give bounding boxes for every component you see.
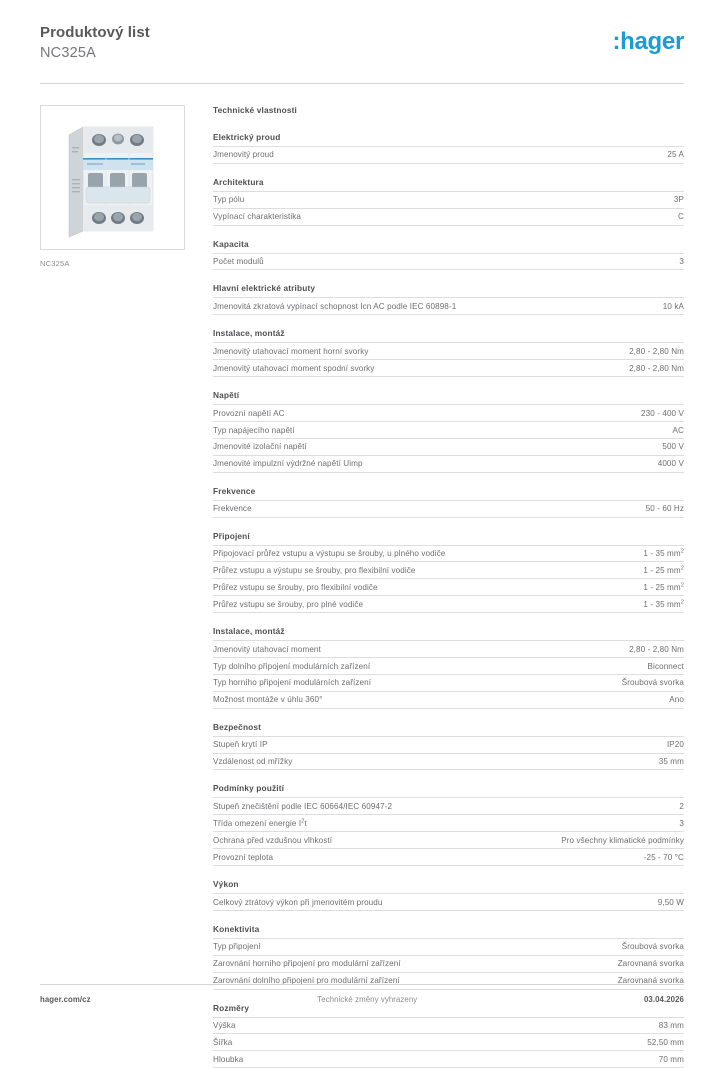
spec-row-value: IP20 xyxy=(666,740,684,750)
spec-row-value: Šroubová svorka xyxy=(621,942,684,952)
hager-logo: :hager xyxy=(612,28,684,55)
spec-row-label: Průřez vstupu se šrouby, pro flexibilní vodiče xyxy=(213,582,378,592)
title-block xyxy=(40,24,150,62)
spec-row-label: Typ napájecího napětí xyxy=(213,425,295,435)
spec-row-value: 1 - 25 $mm^2$ xyxy=(643,565,684,575)
spec-row-label: Typ horního připojení modulárních zařízení xyxy=(213,678,372,688)
spec-row-label: Stupeň krytí IP xyxy=(213,740,268,750)
spec-group xyxy=(213,879,684,911)
spec-row xyxy=(213,1050,684,1068)
spec-row xyxy=(213,191,684,208)
spec-row-label: Jmenovitý proud xyxy=(213,150,274,160)
spec-row-label: Výška xyxy=(213,1021,236,1031)
spec-row-label: Průřez vstupu se šrouby, pro plné vodiče xyxy=(213,599,364,609)
spec-row-value: 1 - 25 $mm^2$ xyxy=(643,582,684,592)
product-image-caption: NC325A xyxy=(40,258,70,268)
spec-row xyxy=(213,545,684,562)
spec-row-value: C xyxy=(678,212,684,222)
spec-group xyxy=(213,177,684,226)
spec-row xyxy=(213,253,684,271)
spec-row xyxy=(213,500,684,518)
spec-row-label: Hloubka xyxy=(213,1054,244,1064)
spec-row-label: Zarovnání horního připojení pro modulární zařízení xyxy=(213,959,401,969)
spec-group-title: Frekvence xyxy=(213,485,256,496)
spec-group-title: Napětí xyxy=(213,390,240,401)
spec-row-value: 3 xyxy=(679,818,684,828)
spec-row-value: AC xyxy=(672,425,684,435)
spec-row xyxy=(213,146,684,164)
spec-group xyxy=(213,132,684,164)
spec-group xyxy=(213,531,684,614)
spec-row-value: Šroubová svorka xyxy=(621,678,684,688)
spec-row-label: Jmenovitý utahovací moment spodní svorky xyxy=(213,363,375,373)
spec-row-value: Biconnect xyxy=(647,661,684,671)
spec-row xyxy=(213,595,684,613)
spec-row-value: 230 - 400 V xyxy=(641,408,684,418)
spec-row-value: Zarovnaná svorka xyxy=(617,959,684,969)
spec-row-value: 2,80 - 2,80 Nm xyxy=(629,644,684,654)
spec-row-value: -25 - 70 °C xyxy=(643,852,684,862)
spec-row xyxy=(213,831,684,848)
spec-row xyxy=(213,753,684,771)
spec-row-value: Zarovnaná svorka xyxy=(617,976,684,986)
specifications-table xyxy=(213,132,684,1068)
spec-row xyxy=(213,938,684,955)
spec-group-title: Bezpečnost xyxy=(213,721,262,732)
page-title: Produktový list xyxy=(40,24,150,41)
spec-row-label: Jmenovitý utahovací moment horní svorky xyxy=(213,346,369,356)
product-image-column xyxy=(40,105,187,268)
spec-row-value: 9,50 W xyxy=(657,897,684,907)
spec-row-value: 3 xyxy=(679,257,684,267)
spec-row xyxy=(213,657,684,674)
spec-row-value: 10 kA xyxy=(662,301,684,311)
spec-row-value: 1 - 35 $mm^2$ xyxy=(643,599,684,609)
spec-group-title: Hlavní elektrické atributy xyxy=(213,283,316,294)
product-image-frame xyxy=(40,105,185,250)
spec-row-label: Třída omezení energie $I^2t$ xyxy=(213,818,307,828)
spec-group xyxy=(213,783,684,866)
spec-row xyxy=(213,578,684,595)
spec-row-value: 25 A xyxy=(667,150,684,160)
spec-row xyxy=(213,955,684,972)
spec-row-label: Celkový ztrátový výkon při jmenovitém proudu xyxy=(213,897,383,907)
spec-row xyxy=(213,404,684,421)
spec-row-label: Typ dolního připojení modulárních zařízení xyxy=(213,661,371,671)
header-divider xyxy=(40,83,684,84)
spec-group-title: Elektrický proud xyxy=(213,131,281,142)
spec-row-label: Jmenovitá zkratová vypínací schopnost Icn AC podle IEC 60898-1 xyxy=(213,301,457,311)
spec-row xyxy=(213,674,684,691)
spec-row-label: Typ připojení xyxy=(213,942,261,952)
spec-group xyxy=(213,924,684,990)
product-reference: NC325A xyxy=(40,44,97,61)
page-header xyxy=(40,0,684,62)
spec-group xyxy=(213,722,684,771)
spec-group-title: Instalace, montáž xyxy=(213,328,285,339)
spec-row-value: 70 mm xyxy=(658,1054,684,1064)
spec-row-label: Jmenovitý utahovací moment xyxy=(213,644,321,654)
spec-row xyxy=(213,455,684,473)
spec-row-value: Pro všechny klimatické podmínky xyxy=(561,835,684,845)
spec-row-value: 2,80 - 2,80 Nm xyxy=(629,346,684,356)
spec-row xyxy=(213,814,684,831)
spec-group xyxy=(213,1003,684,1068)
spec-row-value: Ano xyxy=(669,695,684,705)
spec-row-value: 3P xyxy=(673,195,684,205)
spec-row xyxy=(213,342,684,359)
spec-row-value: 35 mm xyxy=(658,757,684,767)
spec-row-value: 83 mm xyxy=(658,1021,684,1031)
spec-row-label: Zarovnání dolního připojení pro modulární zařízení xyxy=(213,976,400,986)
footer-disclaimer: Technické změny vyhrazeny xyxy=(317,995,418,1004)
spec-row-label: Jmenovité izolační napětí xyxy=(213,442,307,452)
spec-row xyxy=(213,359,684,377)
spec-group xyxy=(213,283,684,315)
spec-group xyxy=(213,486,684,518)
page-footer xyxy=(40,984,684,1004)
spec-row-label: Vzdálenost od mřížky xyxy=(213,757,293,767)
spec-group-title: Připojení xyxy=(213,530,250,541)
footer-website[interactable]: hager.com/cz xyxy=(40,995,91,1004)
spec-row-label: Jmenovité impulzní výdržné napětí Uimp xyxy=(213,459,363,469)
spec-group-title: Rozměry xyxy=(213,1002,250,1013)
footer-date: 03.04.2026 xyxy=(643,995,684,1004)
spec-row xyxy=(213,297,684,315)
specifications-column xyxy=(213,105,684,1068)
spec-row xyxy=(213,421,684,438)
spec-row xyxy=(213,1033,684,1050)
spec-group-title: Výkon xyxy=(213,879,239,890)
spec-row-value: 2,80 - 2,80 Nm xyxy=(629,363,684,373)
spec-row-value: 50 - 60 Hz xyxy=(645,504,684,514)
spec-row xyxy=(213,691,684,709)
spec-row-value: 4000 V xyxy=(657,459,684,469)
spec-row-label: Připojovací průřez vstupu a výstupu se šrouby, u plného vodiče xyxy=(213,549,446,559)
spec-group-title: Architektura xyxy=(213,176,264,187)
spec-row-label: Vypínací charakteristika xyxy=(213,212,302,222)
spec-row-value: 1 - 35 $mm^2$ xyxy=(643,548,684,559)
spec-row-label: Počet modulů xyxy=(213,257,264,267)
spec-row xyxy=(213,1017,684,1034)
spec-row-label: Stupeň znečištění podle IEC 60664/IEC 60947-2 xyxy=(213,801,393,811)
spec-group-title: Instalace, montáž xyxy=(213,626,285,637)
spec-row-label: Průřez vstupu a výstupu se šrouby, pro flexibilní vodiče xyxy=(213,565,416,575)
spec-row xyxy=(213,208,684,226)
spec-row-value: 52,50 mm xyxy=(647,1037,684,1047)
spec-row-label: Provozní teplota xyxy=(213,852,274,862)
spec-row-label: Frekvence xyxy=(213,504,252,514)
spec-group xyxy=(213,626,684,709)
spec-row xyxy=(213,797,684,814)
spec-group-title: Kapacita xyxy=(213,238,249,249)
spec-row xyxy=(213,893,684,911)
spec-row-label: Provozní napětí AC xyxy=(213,408,285,418)
spec-row-label: Možnost montáže v úhlu 360° xyxy=(213,695,323,705)
spec-group xyxy=(213,390,684,473)
spec-row-label: Typ pólu xyxy=(213,195,245,205)
spec-row-label: Šířka xyxy=(213,1037,233,1047)
spec-row-label: Ochrana před vzdušnou vlhkostí xyxy=(213,835,333,845)
spec-group-title: Konektivita xyxy=(213,923,260,934)
spec-group xyxy=(213,239,684,271)
spec-group xyxy=(213,328,684,377)
specifications-heading: Technické vlastnosti xyxy=(213,104,297,115)
spec-row xyxy=(213,736,684,753)
spec-group-title: Podmínky použití xyxy=(213,783,285,794)
spec-row-value: 500 V xyxy=(662,442,684,452)
circuit-breaker-icon xyxy=(67,117,159,239)
page-content xyxy=(40,105,684,1068)
spec-row xyxy=(213,561,684,578)
spec-row xyxy=(213,848,684,866)
spec-row xyxy=(213,640,684,657)
spec-row-value: 2 xyxy=(679,801,684,811)
spec-row xyxy=(213,438,684,455)
